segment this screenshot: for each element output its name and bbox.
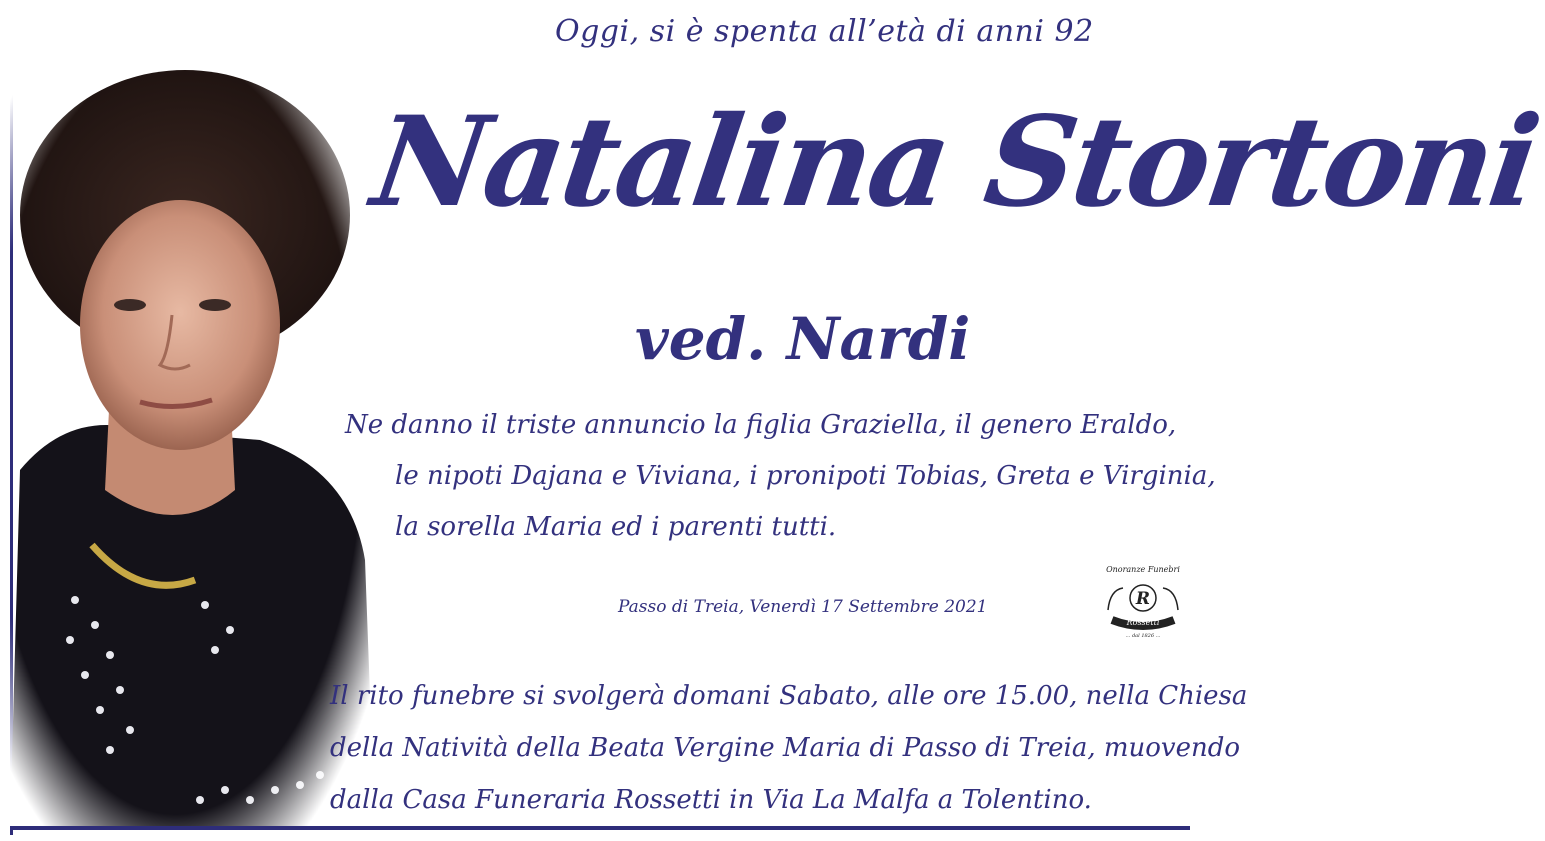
age-line: Oggi, si è spenta all’età di anni 92	[555, 14, 1094, 49]
funeral-details	[330, 670, 1248, 826]
funeral-line: della Natività della Beata Vergine Maria di Passo di Treia, muovendo	[330, 733, 1241, 763]
place-date: Passo di Treia, Venerdì 17 Settembre 2021	[618, 597, 988, 617]
svg-text:Onoranze Funebri: Onoranze Funebri	[1106, 565, 1180, 574]
announcement-line: Ne danno il triste annuncio la figlia Graziella, il genero Eraldo,	[345, 410, 1177, 440]
funeral-home-logo	[1098, 560, 1188, 640]
svg-text:... dal 1826 ...: ... dal 1826 ...	[1125, 633, 1161, 639]
announcement-line: le nipoti Dajana e Viviana, i pronipoti Tobias, Greta e Virginia,	[395, 461, 1216, 491]
deceased-name: Natalina Stortoni	[364, 90, 1545, 235]
svg-text:Rossetti: Rossetti	[1126, 618, 1160, 627]
funeral-line: Il rito funebre si svolgerà domani Sabato, alle ore 15.00, nella Chiesa	[330, 681, 1248, 711]
funeral-line: dalla Casa Funeraria Rossetti in Via La Malfa a Tolentino.	[330, 785, 1092, 815]
widow-note: ved. Nardi	[635, 305, 971, 373]
announcement-line: la sorella Maria ed i parenti tutti.	[395, 512, 837, 542]
frame-bottom-border	[10, 826, 1190, 830]
announcement-text	[345, 400, 1216, 553]
svg-text:R: R	[1135, 589, 1151, 609]
